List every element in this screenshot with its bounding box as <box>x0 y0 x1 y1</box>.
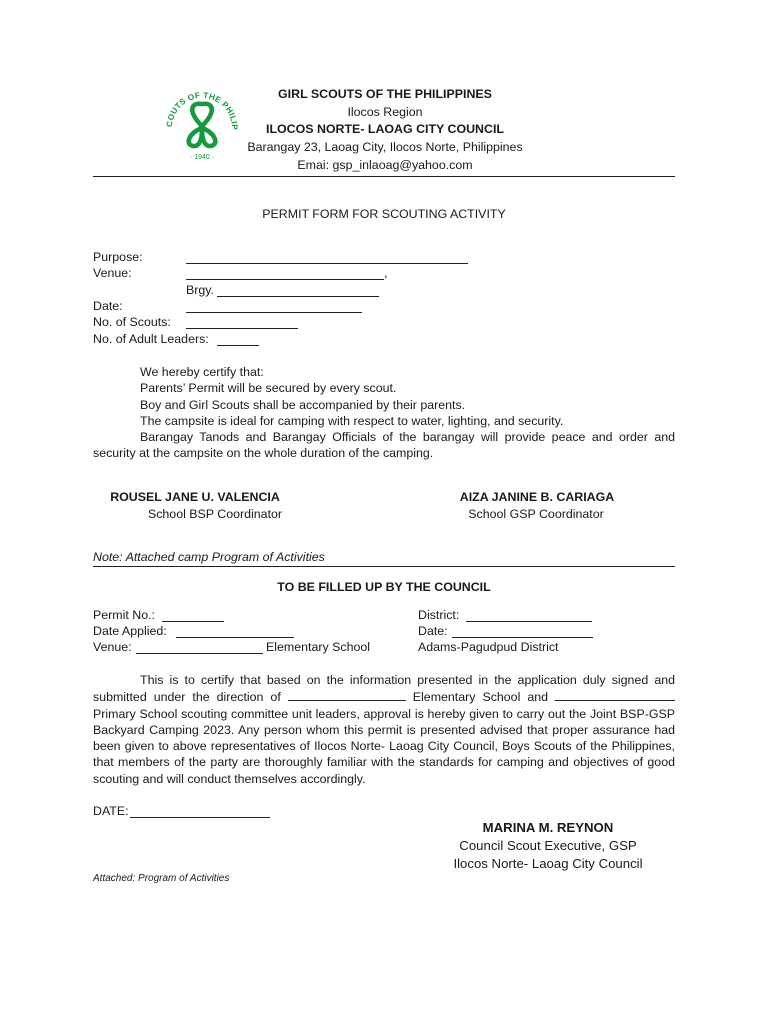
executive-council: Ilocos Norte- Laoag City Council <box>453 856 643 871</box>
adult-leaders-field[interactable] <box>217 333 259 346</box>
org-region: Ilocos Region <box>347 104 423 119</box>
gsp-coordinator-title: School GSP Coordinator <box>468 507 604 521</box>
brgy-field[interactable] <box>217 284 379 297</box>
closing-date-field[interactable] <box>130 805 270 818</box>
org-email: Emai: gsp_inlaoag@yahoo.com <box>297 157 473 172</box>
council-date-field[interactable] <box>452 625 593 638</box>
executive-title: Council Scout Executive, GSP <box>459 838 637 853</box>
venue-comma: , <box>384 266 388 280</box>
brgy-label: Brgy. <box>186 283 214 297</box>
form-title: PERMIT FORM FOR SCOUTING ACTIVITY <box>262 207 506 221</box>
approval-paragraph <box>93 672 675 787</box>
purpose-field[interactable] <box>186 251 468 264</box>
logo-year: · 1940 · <box>189 154 215 161</box>
certify-item-1: Parents’ Permit will be secured by every scout. <box>140 381 397 395</box>
attachment-note: Note: Attached camp Program of Activities <box>93 550 325 564</box>
council-venue-suffix: Elementary School <box>266 640 370 654</box>
certify-item-3: The campsite is ideal for camping with respect to water, lighting, and security. <box>140 414 564 428</box>
school-blank-2[interactable] <box>555 688 675 701</box>
permit-no-field[interactable] <box>162 609 224 622</box>
purpose-label: Purpose: <box>93 250 143 264</box>
org-address: Barangay 23, Laoag City, Ilocos Norte, Philippines <box>247 140 523 155</box>
school-blank-1[interactable] <box>288 688 406 701</box>
adult-leaders-label: No. of Adult Leaders: <box>93 332 209 346</box>
venue-field[interactable] <box>186 267 384 280</box>
gsp-logo <box>160 84 244 166</box>
date-field[interactable] <box>186 300 362 313</box>
venue-label: Venue: <box>93 266 132 280</box>
date-applied-label: Date Applied: <box>93 624 167 638</box>
council-date-label: Date: <box>418 624 448 638</box>
date-applied-field[interactable] <box>176 625 294 638</box>
bsp-coordinator-name: ROUSEL JANE U. VALENCIA <box>110 490 280 504</box>
approval-part-3: Primary School scouting committee unit leaders, approval is hereby given to carry out the Joint BSP-GSP Backyard Camping 2023. Any person whom this permit is presented advised that proper assurance had been given to above representatives of Ilocos Norte- Laoag City Council, Boys Scouts of the Philippines, that members of the party are thoroughly familiar with the standards for camping and objectives of good scouting and will conduct themselves accordingly. <box>93 706 675 786</box>
permit-no-label: Permit No.: <box>93 608 155 622</box>
district-label: District: <box>418 608 460 622</box>
approval-part-1: This is to certify that based on the information presented in the application duly signed and submitted under the direction of <box>93 673 675 705</box>
certify-item-2: Boy and Girl Scouts shall be accompanied by their parents. <box>140 398 466 412</box>
council-venue-label: Venue: <box>93 640 132 654</box>
org-council: ILOCOS NORTE- LAOAG CITY COUNCIL <box>266 122 504 137</box>
gsp-coordinator-name: AIZA JANINE B. CARIAGA <box>459 490 615 504</box>
closing-date-label: DATE: <box>93 804 129 818</box>
org-name: GIRL SCOUTS OF THE PHILIPPINES <box>278 87 492 101</box>
certify-intro: We hereby certify that: <box>140 365 264 379</box>
org-header <box>244 86 526 175</box>
council-heading: TO BE FILLED UP BY THE COUNCIL <box>277 580 491 594</box>
certify-item-4: Barangay Tanods and Barangay Officials of the barangay will provide peace and order and security at the campsite on the whole duration of the camping. <box>93 430 675 461</box>
logo-ring-text: COUTS OF THE PHILIP <box>164 90 240 131</box>
footer-attachment-note: Attached: Program of Activities <box>93 873 230 884</box>
district-name: Adams-Pagudpud District <box>418 640 559 654</box>
scouts-label: No. of Scouts: <box>93 315 171 329</box>
scouts-field[interactable] <box>186 316 298 329</box>
note-divider <box>93 566 675 567</box>
district-field[interactable] <box>466 609 592 622</box>
bsp-coordinator-title: School BSP Coordinator <box>147 507 283 521</box>
council-venue-field[interactable] <box>136 641 263 654</box>
header-divider <box>93 176 675 177</box>
date-label: Date: <box>93 299 123 313</box>
executive-name: MARINA M. REYNON <box>482 820 614 835</box>
approval-part-2: Elementary School and <box>412 690 548 705</box>
